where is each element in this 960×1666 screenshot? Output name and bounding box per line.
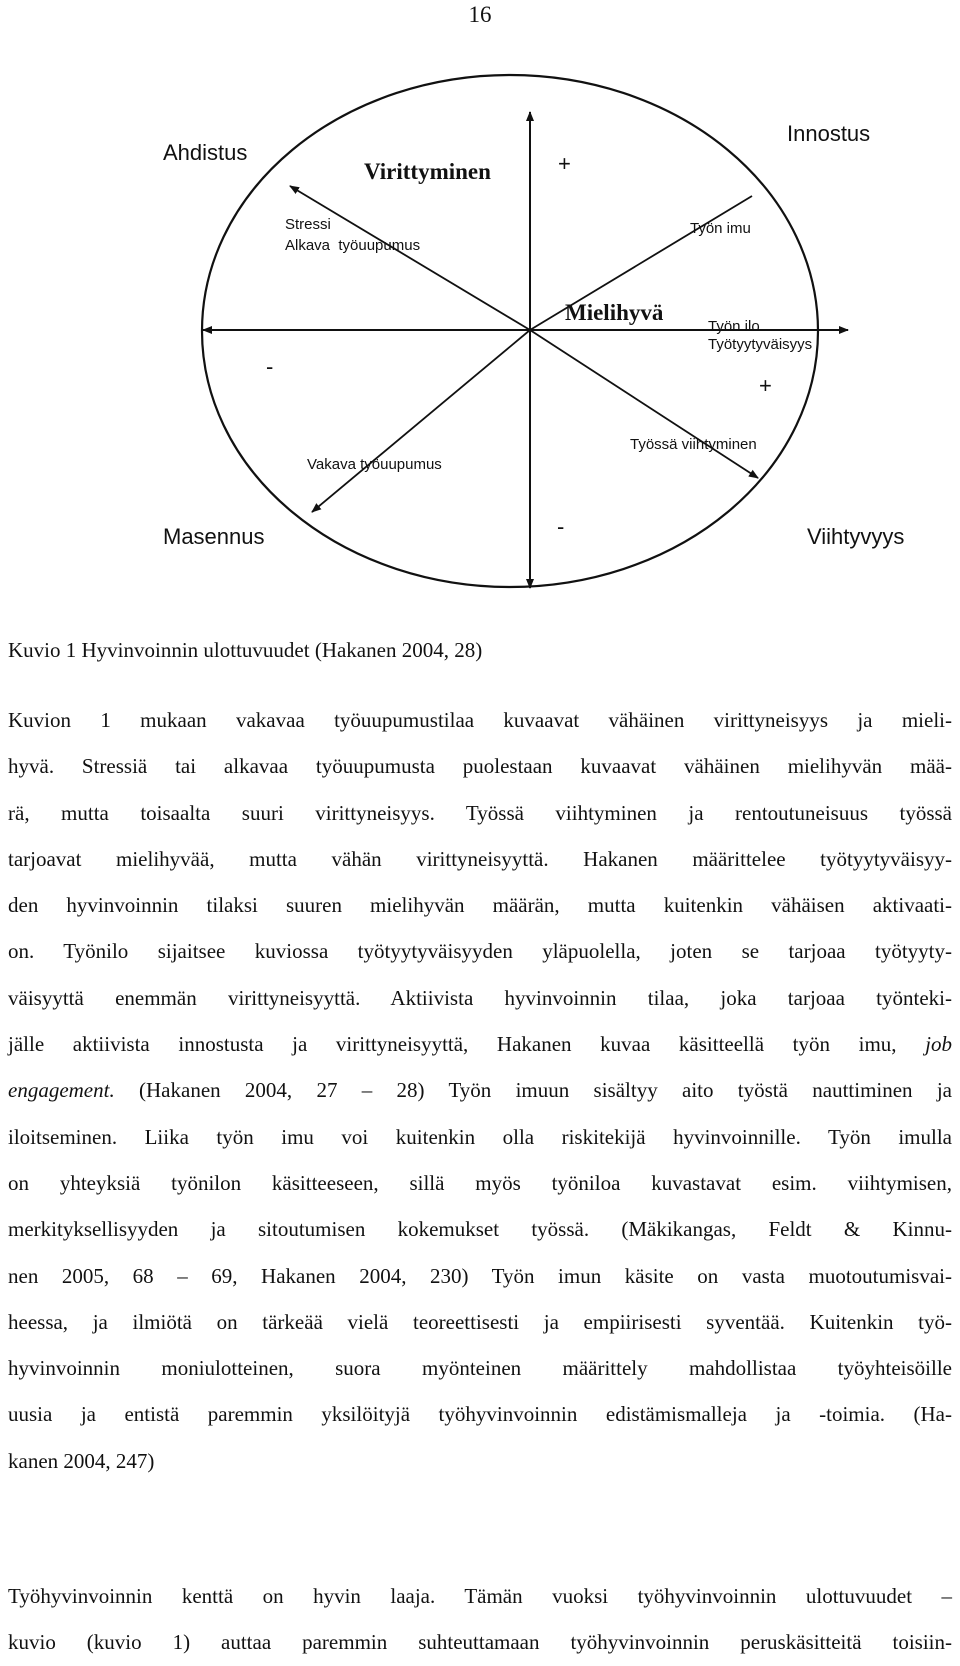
paragraph-1-line: merkityksellisyyden ja sitoutumisen kokemukset työssä. (Mäkikangas, Feldt & Kinnu-	[8, 1217, 952, 1242]
paragraph-1-line-with-italic	[8, 1021, 952, 1067]
paragraph-2	[8, 1573, 952, 1666]
state-label-job-satisfaction	[708, 318, 812, 354]
paragraph-1-line-with-italic	[8, 1067, 952, 1113]
paragraph-1-line-text: (Hakanen 2004, 27 – 28) Työn imuun sisältyy aito työstä nauttiminen ja	[139, 1078, 953, 1103]
paragraph-1-line: on. Työnilo sijaitsee kuviossa työtyytyväisyyden yläpuolella, joten se tarjoaa työtyyty-	[8, 939, 952, 964]
paragraph-2-line: kuvio (kuvio 1) auttaa paremmin suhteuttamaan työhyvinvoinnin peruskäsitteitä toisiin-	[8, 1630, 952, 1655]
state-label-work-engagement: Työn imu	[690, 220, 751, 237]
page-number: 16	[468, 2, 492, 27]
paragraph-1-line-text: jälle aktiivista innostusta ja virittyneisyyttä, Hakanen kuvaa käsitteellä työn imu,	[8, 1032, 897, 1057]
state-label-stress	[285, 214, 420, 256]
paragraph-1-line: Kuvion 1 mukaan vakavaa työuupumustilaa kuvaavat vähäinen virittyneisyys ja mieli-	[8, 708, 952, 732]
italic-term-engagement: engagement.	[8, 1078, 115, 1103]
state-label-satisfaction: Työtyytyväisyys	[708, 336, 813, 353]
paragraph-1-line: heessa, ja ilmiötä on tärkeää vielä teoreettisesti ja empiirisesti syventää. Kuitenkin työ-	[8, 1309, 952, 1334]
diagonal-arrow-lower-left	[312, 330, 530, 512]
sign-vertical-bottom: -	[557, 514, 565, 539]
state-label-stress-line2: Alkava työuupumus	[285, 237, 421, 254]
paragraph-1-line: den hyvinvoinnin tilaksi suuren mielihyvän määrän, mutta kuitenkin vähäisen aktivaati-	[8, 893, 952, 918]
axis-title-pleasure: Mielihyvä	[565, 300, 664, 325]
corner-label-depression: Masennus	[163, 524, 265, 549]
figure-drawing	[0, 0, 960, 600]
corner-label-anxiety: Ahdistus	[163, 140, 248, 165]
figure-caption: Kuvio 1 Hyvinvoinnin ulottuvuudet (Hakanen 2004, 28)	[8, 638, 483, 662]
paragraph-1-line: väisyyttä enemmän virittyneisyyttä. Aktiivista hyvinvoinnin tilaa, joka tarjoaa työnteki-	[8, 985, 952, 1010]
paragraph-1-line: rä, mutta toisaalta suuri virittyneisyys. Työssä viihtyminen ja rentoutuneisuus työssä	[8, 800, 952, 825]
wellbeing-dimensions-figure	[0, 0, 960, 600]
corner-label-comfort: Viihtyvyys	[807, 524, 905, 549]
sign-vertical-top: +	[558, 151, 571, 176]
paragraph-1-line: iloitseminen. Liika työn imu voi kuitenkin olla riskitekijä hyvinvoinnille. Työn imulla	[8, 1124, 952, 1149]
paragraph-2-line: Työhyvinvoinnin kenttä on hyvin laaja. Tämän vuoksi työhyvinvoinnin ulottuvuudet –	[8, 1584, 952, 1608]
state-label-comfort-at-work: Työssä viihtyminen	[630, 436, 757, 453]
sign-horizontal-right: +	[759, 373, 772, 398]
paragraph-1-line: tarjoavat mielihyvää, mutta vähän virittyneisyyttä. Hakanen määrittelee työtyytyväisyy-	[8, 846, 952, 871]
state-label-severe-burnout: Vakava työuupumus	[307, 456, 442, 473]
sign-horizontal-left: -	[266, 354, 274, 379]
state-label-stress-line1: Stressi	[285, 216, 331, 233]
paragraph-1	[8, 697, 952, 1484]
axis-title-arousal: Virittyminen	[364, 159, 491, 184]
paragraph-1-line: hyvinvoinnin moniulotteinen, suora myönteinen määrittely mahdollistaa työyhteisöille	[8, 1356, 952, 1381]
corner-label-enthusiasm: Innostus	[787, 121, 871, 146]
paragraph-1-line: hyvä. Stressiä tai alkavaa työuupumusta puolestaan kuvaavat vähäinen mielihyvän mää-	[8, 754, 952, 779]
paragraph-1-line: uusia ja entistä paremmin yksilöityjä työhyvinvoinnin edistämismalleja ja -toimia. (Ha-	[8, 1402, 952, 1427]
paragraph-1-line: nen 2005, 68 – 69, Hakanen 2004, 230) Työn imun käsite on vasta muotoutumisvai-	[8, 1263, 952, 1288]
italic-term-job: job	[925, 1032, 953, 1057]
state-label-joy-of-work: Työn ilo	[708, 318, 760, 335]
paragraph-1-line: kanen 2004, 247)	[8, 1448, 155, 1473]
diagonal-arrow-upper-left	[290, 186, 530, 330]
paragraph-1-line: on yhteyksiä työnilon käsitteeseen, sillä myös työniloa kuvastavat esim. viihtymisen,	[8, 1170, 952, 1195]
